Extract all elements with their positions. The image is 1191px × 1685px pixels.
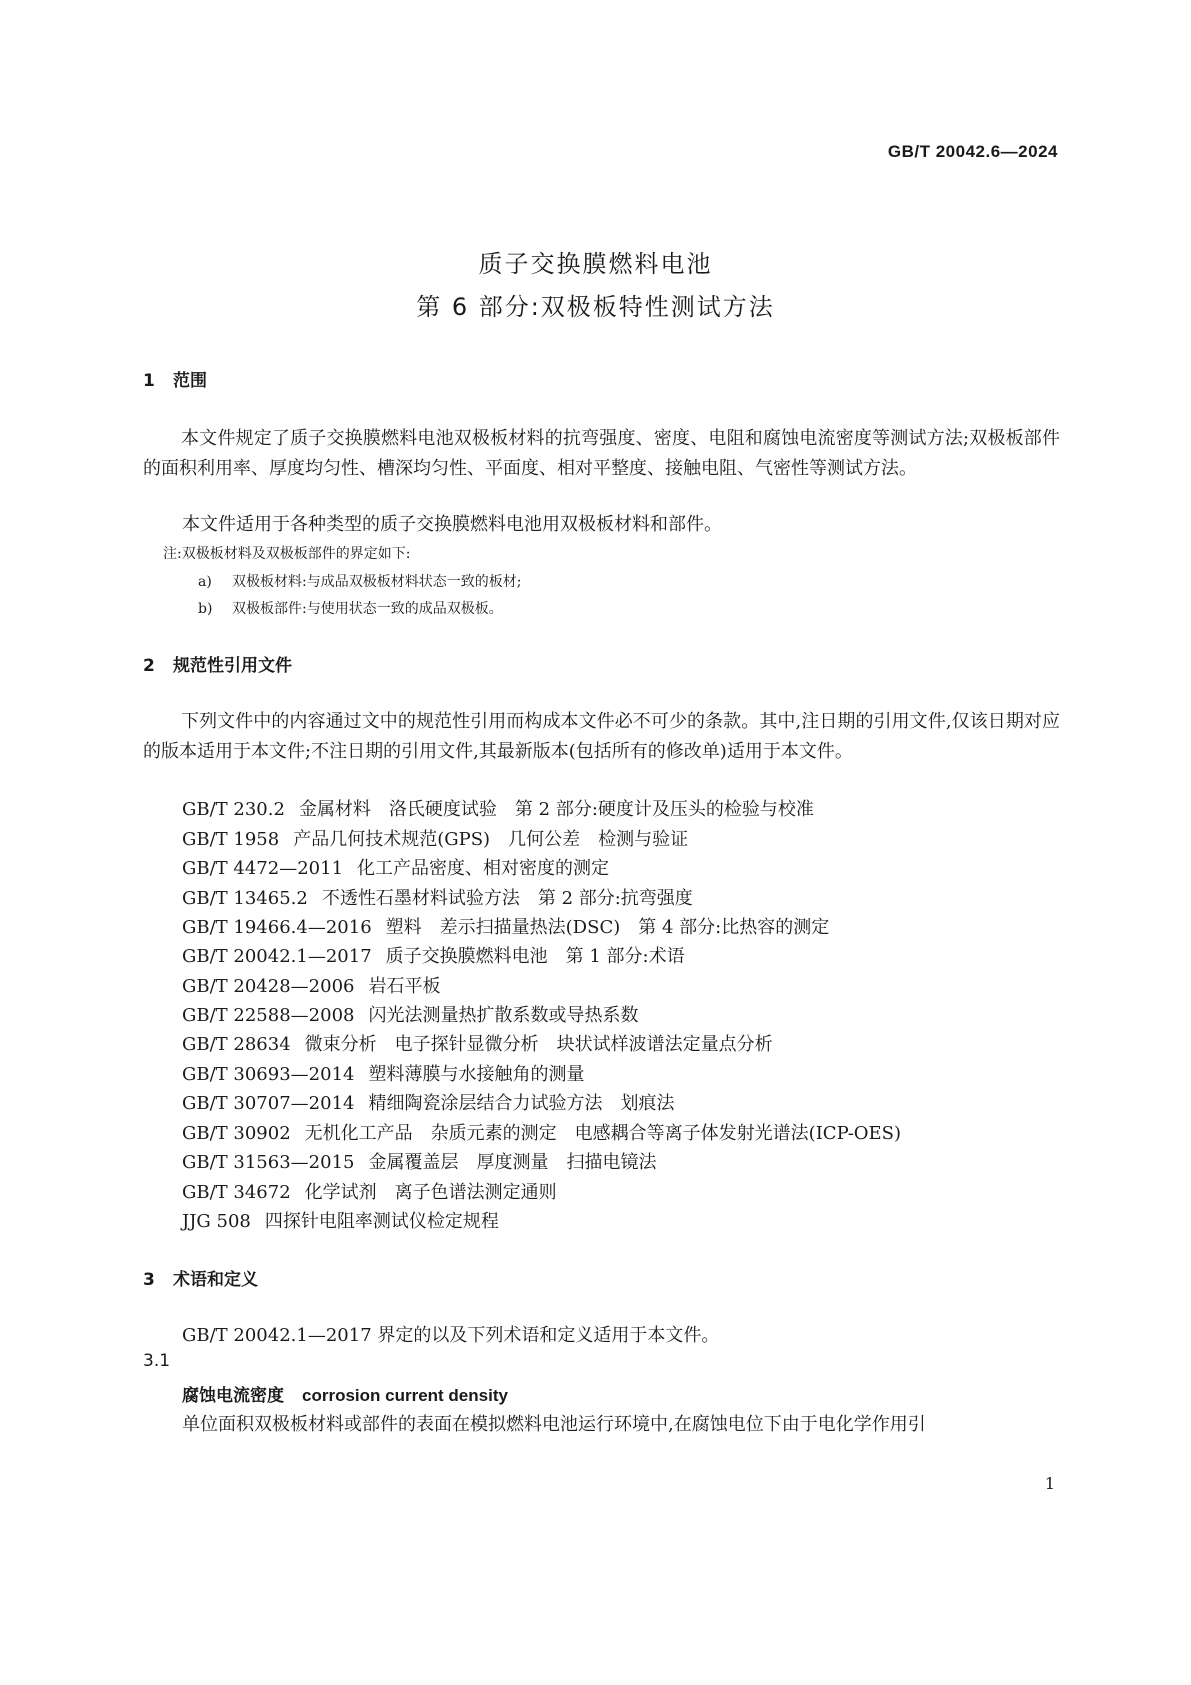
section-1-paragraph-1: 本文件规定了质子交换膜燃料电池双极板材料的抗弯强度、密度、电阻和腐蚀电流密度等测试方法;双极板部件的面积利用率、厚度均匀性、槽深均匀性、平面度、相对平整度、接触电阻、气密性等测试方法。	[143, 428, 1060, 479]
reference-item	[182, 942, 685, 968]
document-title-line1: 质子交换膜燃料电池	[478, 250, 713, 278]
reference-title: 精细陶瓷涂层结合力试验方法 划痕法	[368, 1093, 675, 1114]
section-number: 1	[143, 371, 155, 391]
term-chinese: 腐蚀电流密度	[182, 1386, 284, 1406]
section-title: 规范性引用文件	[173, 656, 292, 676]
reference-title: 塑料薄膜与水接触角的测量	[368, 1064, 585, 1085]
reference-title: 产品几何技术规范(GPS) 几何公差 检测与验证	[293, 829, 689, 850]
reference-title: 质子交换膜燃料电池 第 1 部分:术语	[385, 946, 685, 967]
term-definition: 单位面积双极板材料或部件的表面在模拟燃料电池运行环境中,在腐蚀电位下由于电化学作用引	[182, 1414, 926, 1435]
note-item	[198, 571, 521, 591]
section-number: 2	[143, 656, 155, 676]
section-title: 术语和定义	[173, 1270, 258, 1290]
reference-code: GB/T 30693—2014	[182, 1064, 355, 1085]
reference-code: JJG 508	[182, 1211, 251, 1232]
reference-code: GB/T 20428—2006	[182, 976, 355, 997]
page-number: 1	[1044, 1474, 1055, 1493]
note-label: 注:	[163, 546, 182, 562]
reference-title: 无机化工产品 杂质元素的测定 电感耦合等离子体发射光谱法(ICP-OES)	[304, 1123, 902, 1144]
reference-code: GB/T 31563—2015	[182, 1152, 355, 1173]
reference-item	[182, 1178, 557, 1204]
reference-code: GB/T 30707—2014	[182, 1093, 355, 1114]
reference-item	[182, 884, 693, 910]
reference-item	[182, 1207, 499, 1233]
reference-item	[182, 795, 814, 821]
reference-item	[182, 1119, 901, 1145]
section-3-intro: GB/T 20042.1—2017 界定的以及下列术语和定义适用于本文件。	[182, 1325, 720, 1346]
reference-item	[182, 1148, 656, 1174]
reference-title: 四探针电阻率测试仪检定规程	[264, 1211, 499, 1232]
reference-title: 塑料 差示扫描量热法(DSC) 第 4 部分:比热容的测定	[385, 917, 830, 938]
note-text: 双极板材料及双极板部件的界定如下:	[181, 546, 411, 562]
reference-title: 岩石平板	[368, 976, 441, 997]
reference-code: GB/T 22588—2008	[182, 1005, 355, 1026]
note-item-text: 双极板材料:与成品双极板材料状态一致的板材;	[232, 574, 522, 590]
reference-code: GB/T 20042.1—2017	[182, 946, 372, 967]
term-number: 3.1	[143, 1351, 171, 1371]
reference-title: 不透性石墨材料试验方法 第 2 部分:抗弯强度	[321, 888, 693, 909]
section-3-heading	[143, 1265, 258, 1290]
reference-item	[182, 854, 609, 880]
section-title: 范围	[173, 371, 207, 391]
reference-title: 化工产品密度、相对密度的测定	[357, 858, 610, 879]
reference-title: 金属材料 洛氏硬度试验 第 2 部分:硬度计及压头的检验与校准	[298, 799, 814, 820]
reference-code: GB/T 13465.2	[182, 888, 308, 909]
section-number: 3	[143, 1270, 155, 1290]
note-item-marker: a)	[198, 574, 212, 590]
note	[163, 543, 410, 563]
reference-code: GB/T 28634	[182, 1034, 291, 1055]
reference-code: GB/T 19466.4—2016	[182, 917, 372, 938]
reference-item	[182, 1001, 638, 1027]
reference-item	[182, 1089, 674, 1115]
note-item-marker: b)	[198, 601, 213, 617]
section-2-intro: 下列文件中的内容通过文中的规范性引用而构成本文件必不可少的条款。其中,注日期的引用文件,仅该日期对应的版本适用于本文件;不注日期的引用文件,其最新版本(包括所有的修改单)适用于本文件。	[143, 711, 1060, 762]
section-1-heading	[143, 366, 207, 391]
reference-title: 闪光法测量热扩散系数或导热系数	[368, 1005, 639, 1026]
reference-item	[182, 1060, 584, 1086]
reference-item	[182, 913, 829, 939]
reference-code: GB/T 34672	[182, 1182, 291, 1203]
reference-code: GB/T 1958	[182, 829, 280, 850]
reference-title: 微束分析 电子探针显微分析 块状试样波谱法定量点分析	[304, 1034, 773, 1055]
section-2-heading	[143, 651, 292, 676]
reference-item	[182, 1030, 773, 1056]
note-item	[198, 598, 503, 618]
term-heading	[182, 1381, 508, 1406]
reference-title: 化学试剂 离子色谱法测定通则	[304, 1182, 557, 1203]
section-1-paragraph-2: 本文件适用于各种类型的质子交换膜燃料电池用双极板材料和部件。	[182, 514, 722, 535]
term-english: corrosion current density	[302, 1386, 508, 1405]
standard-code: GB/T 20042.6—2024	[887, 142, 1058, 161]
reference-item	[182, 972, 440, 998]
document-title-line2: 第 6 部分:双极板特性测试方法	[416, 293, 775, 321]
reference-code: GB/T 4472—2011	[182, 858, 344, 879]
reference-code: GB/T 30902	[182, 1123, 291, 1144]
reference-title: 金属覆盖层 厚度测量 扫描电镜法	[368, 1152, 657, 1173]
reference-item	[182, 825, 688, 851]
reference-code: GB/T 230.2	[182, 799, 285, 820]
note-item-text: 双极板部件:与使用状态一致的成品双极板。	[232, 601, 503, 617]
